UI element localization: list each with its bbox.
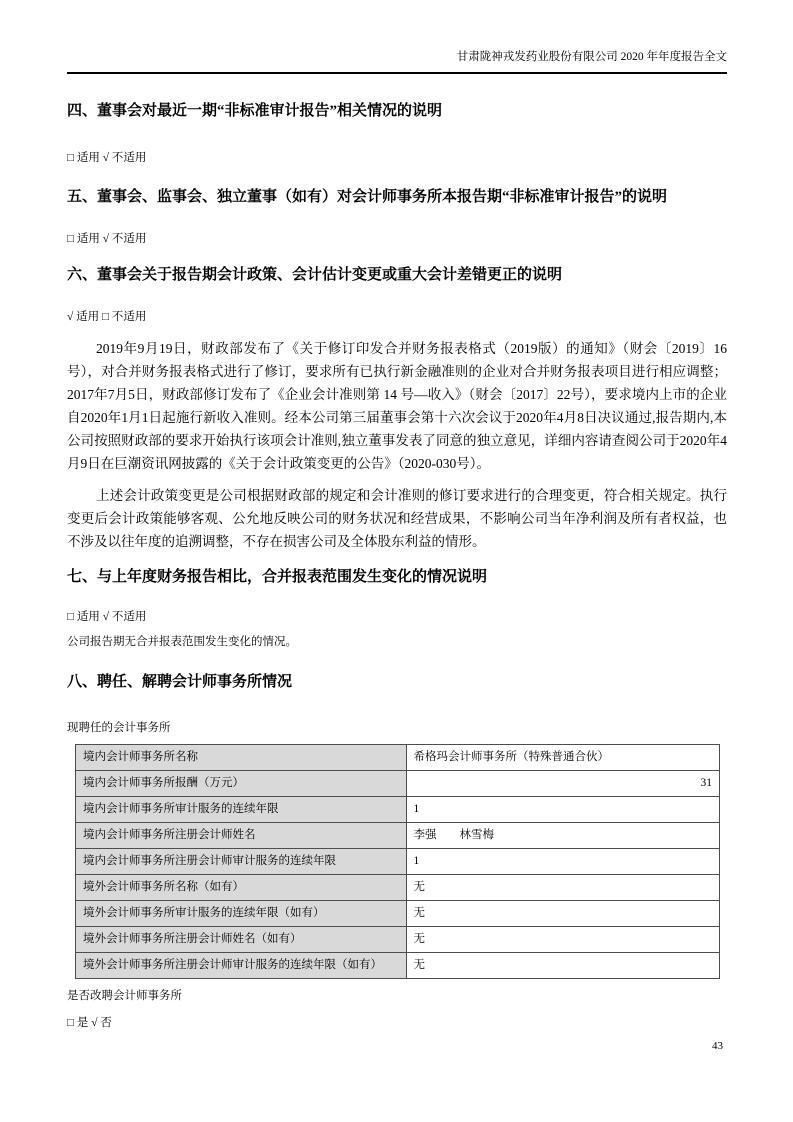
applicability-options-6: √ 适用 □ 不适用 (67, 311, 147, 323)
section-heading-6: 六、董事会关于报告期会计政策、会计估计变更或重大会计差错更正的说明 (67, 267, 563, 283)
row-label: 境内会计师事务所报酬（万元） (76, 771, 407, 797)
row-value: 李强 林雪梅 (406, 823, 719, 849)
header-title: 甘肃陇神戎发药业股份有限公司 2020 年年度报告全文 (456, 51, 727, 63)
row-value: 1 (406, 849, 719, 875)
section-heading-8: 八、聘任、解聘会计师事务所情况 (67, 674, 293, 690)
table-row (76, 901, 720, 927)
table-row (76, 953, 720, 979)
row-value: 希格玛会计师事务所（特殊普通合伙） (406, 745, 719, 771)
row-value: 1 (406, 797, 719, 823)
table-row (76, 745, 720, 771)
row-label: 境内会计师事务所注册会计师姓名 (76, 823, 407, 849)
row-label: 境外会计师事务所审计服务的连续年限（如有） (76, 901, 407, 927)
accounting-policy-paragraph-2: 上述会计政策变更是公司根据财政部的规定和会计准则的修订要求进行的合理变更，符合相关规定。执行变更后会计政策能够客观、公允地反映公司的财务状况和经营成果，不影响公司当年净利润及所有者权益，也不涉及以往年度的追溯调整，不存在损害公司及全体股东利益的情形。 (67, 488, 727, 549)
table-row (76, 797, 720, 823)
consolidation-scope-note: 公司报告期无合并报表范围发生变化的情况。 (67, 636, 297, 648)
applicability-options-5: □ 适用 √ 不适用 (67, 233, 147, 245)
row-value: 无 (406, 901, 719, 927)
row-label: 境外会计师事务所名称（如有） (76, 875, 407, 901)
applicability-options-4: □ 适用 √ 不适用 (67, 152, 147, 164)
row-value: 无 (406, 953, 719, 979)
row-value: 31 (406, 771, 719, 797)
rehire-question: 是否改聘会计师事务所 (67, 990, 182, 1002)
row-label: 境外会计师事务所注册会计师姓名（如有） (76, 927, 407, 953)
page-header (67, 50, 727, 74)
row-value: 无 (406, 875, 719, 901)
section-heading-4: 四、董事会对最近一期“非标准审计报告”相关情况的说明 (67, 103, 443, 119)
page-number: 43 (712, 1040, 723, 1052)
section-heading-5: 五、董事会、监事会、独立董事（如有）对会计师事务所本报告期“非标准审计报告”的说明 (67, 189, 668, 205)
accounting-firm-table (75, 744, 720, 979)
table-row (76, 823, 720, 849)
table-row (76, 927, 720, 953)
applicability-options-7: □ 适用 √ 不适用 (67, 611, 147, 623)
rehire-answer-options: □ 是 √ 否 (67, 1017, 112, 1029)
row-label: 境内会计师事务所审计服务的连续年限 (76, 797, 407, 823)
row-label: 境外会计师事务所注册会计师审计服务的连续年限（如有） (76, 953, 407, 979)
table-row (76, 875, 720, 901)
table-caption: 现聘任的会计事务所 (67, 722, 171, 734)
table-row (76, 849, 720, 875)
row-label: 境内会计师事务所名称 (76, 745, 407, 771)
table-row (76, 771, 720, 797)
accounting-policy-paragraph-1: 2019年9月19日，财政部发布了《关于修订印发合并财务报表格式（2019版）的通知》（财会〔2019〕16号），对合并财务报表格式进行了修订，要求所有已执行新金融准则的企业对合并财务报表项目进行相应调整；2017年7月5日，财政部修订发布了《企业会计准则第 14 号—收入》（财会〔2017〕22号），要求境内上市的企业自2020年1月1日起施行新收入准则。经本公司第三届董事会第十六次会议于2020年4月8日决议通过,报告期内,本公司按照财政部的要求开始执行该项会计准则,独立董事发表了同意的独立意见，详细内容请查阅公司于2020年4月9日在巨潮资讯网披露的《关于会计政策变更的公告》（2020-030号）。 (67, 341, 727, 471)
section-heading-7: 七、与上年度财务报告相比，合并报表范围发生变化的情况说明 (67, 569, 488, 585)
row-label: 境内会计师事务所注册会计师审计服务的连续年限 (76, 849, 407, 875)
row-value: 无 (406, 927, 719, 953)
